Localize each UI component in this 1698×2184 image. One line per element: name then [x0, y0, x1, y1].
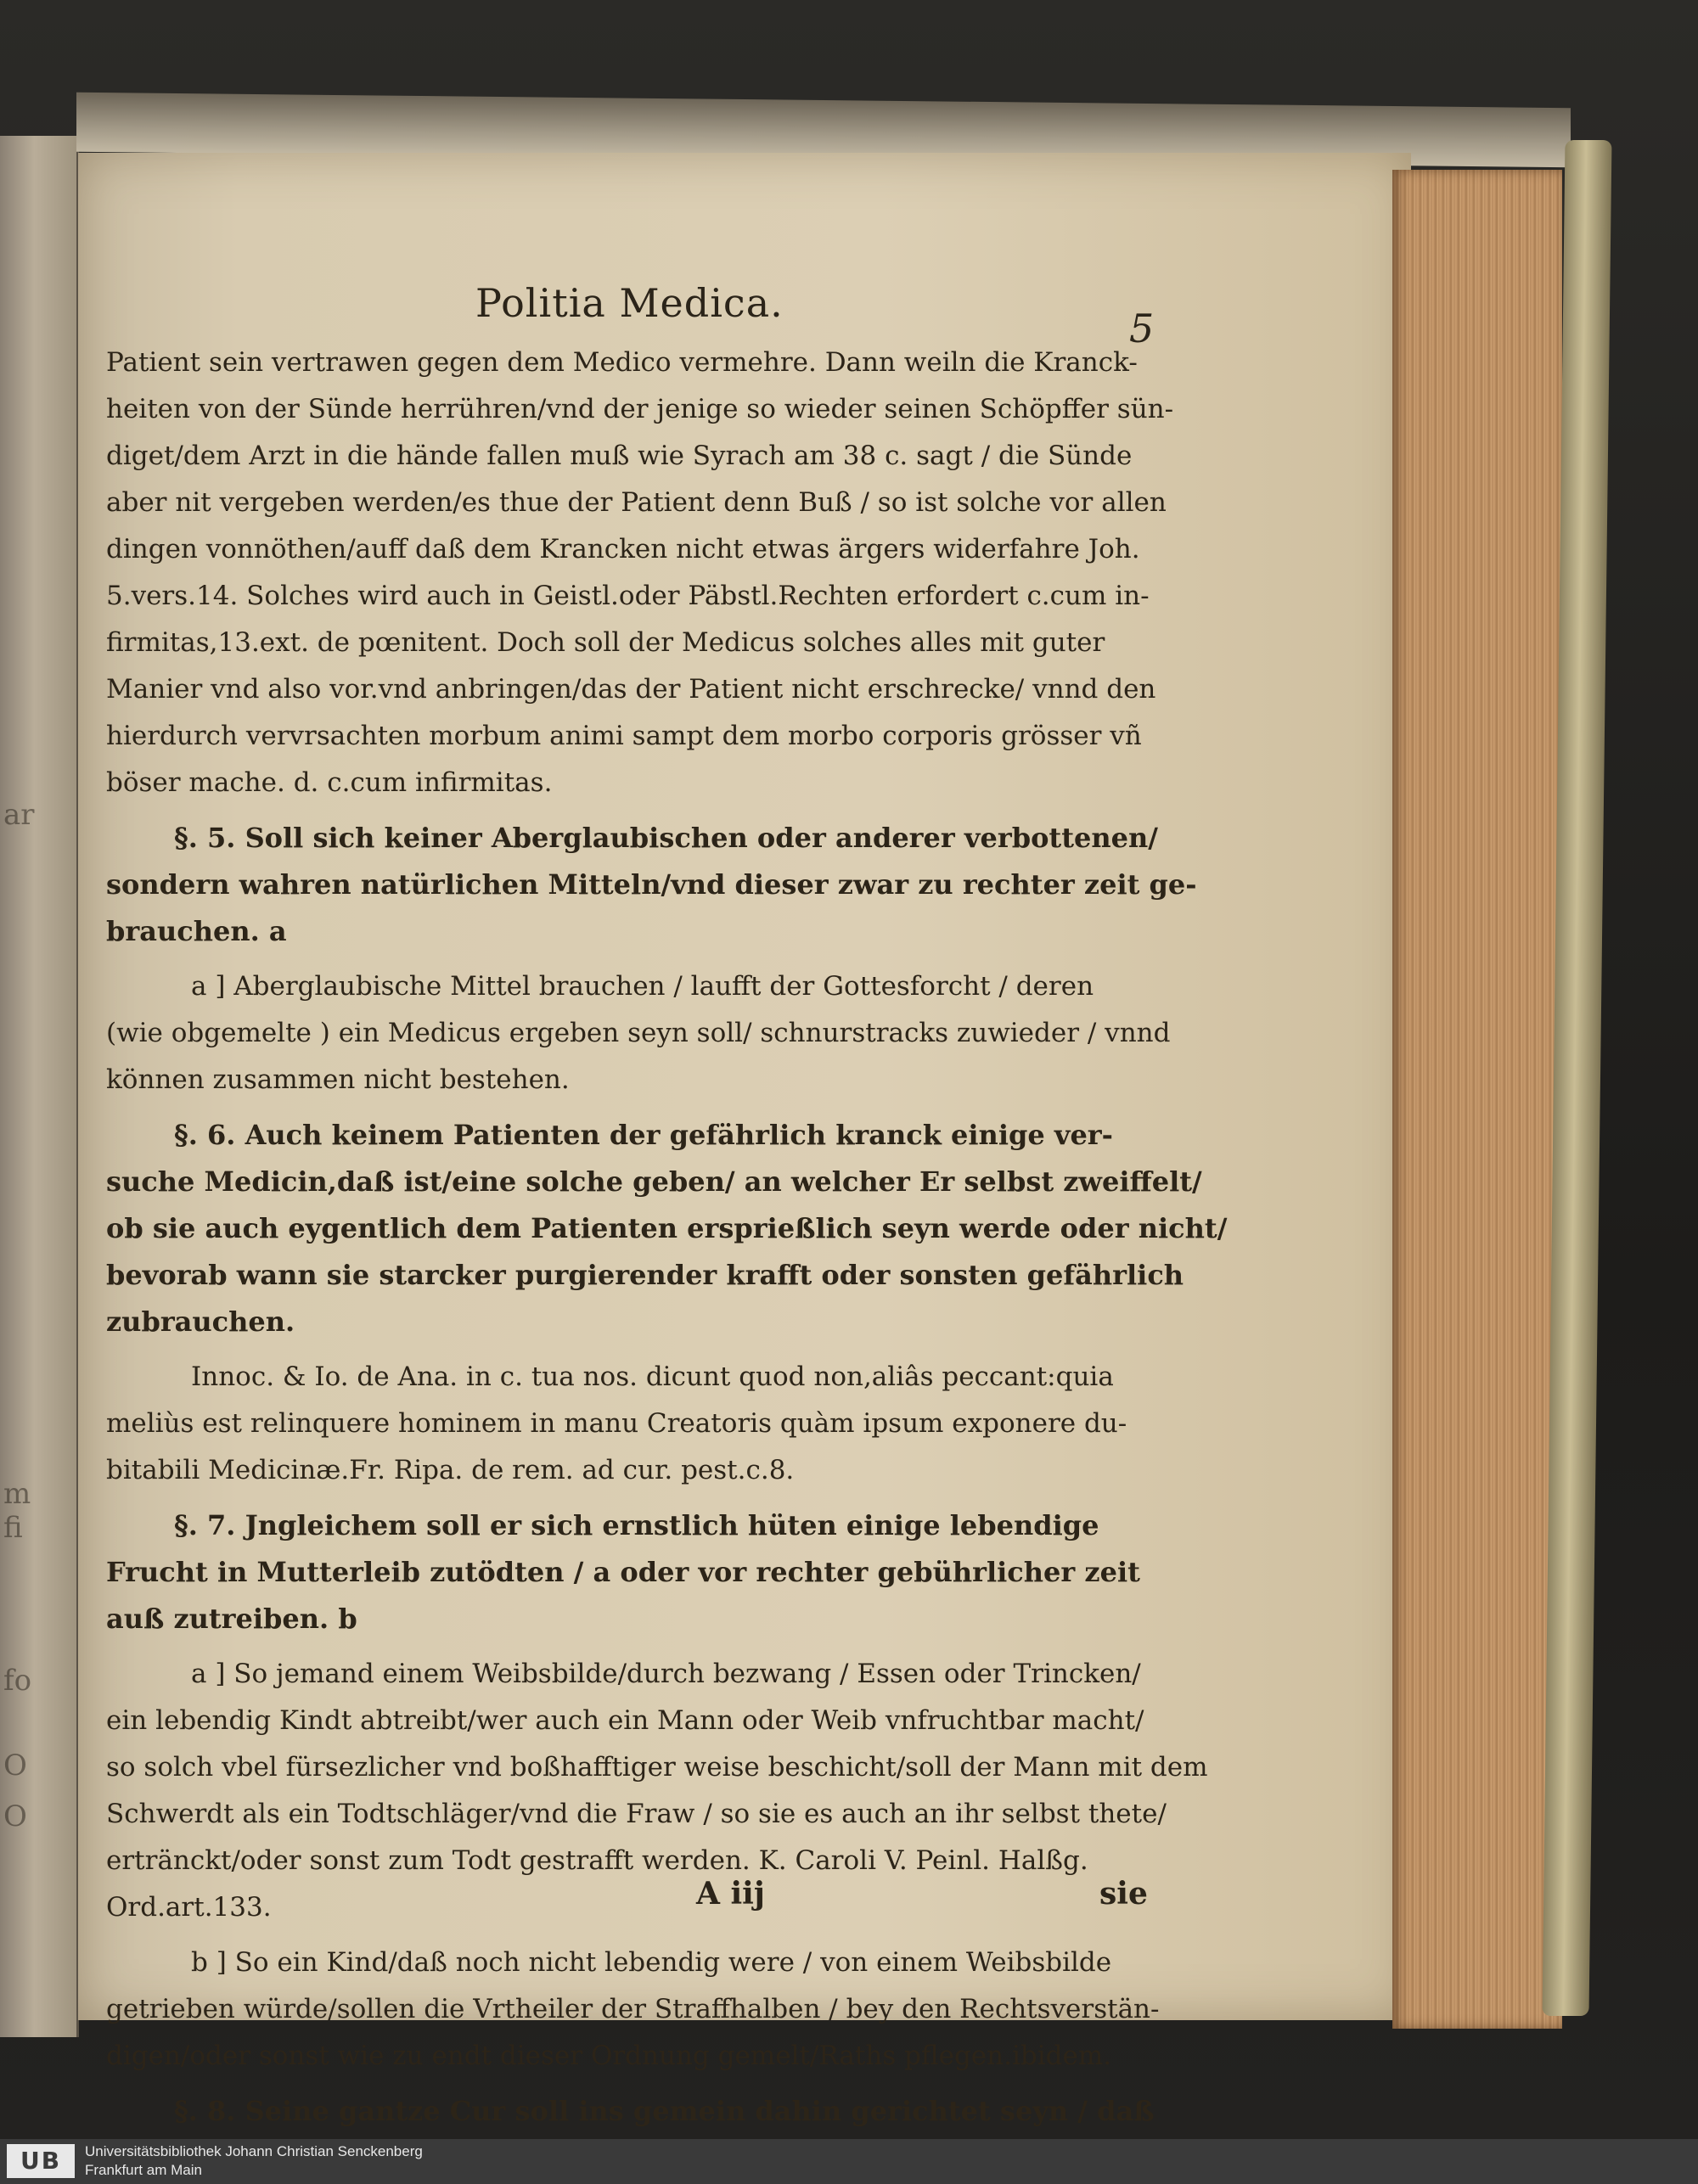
catchword: sie — [1099, 1876, 1148, 1912]
left-edge-fragment: fo — [3, 1664, 32, 1698]
text-line: §. 7. Jngleichem soll er sich ernstlich hüten einige lebendige — [174, 1509, 1099, 1541]
footer-library-name: Universitätsbibliothek Johann Christian Senckenberg — [85, 2143, 423, 2159]
left-edge-fragment: m — [3, 1477, 31, 1511]
library-logo: UB — [7, 2144, 75, 2178]
paragraph-p3 — [106, 963, 1171, 1103]
text-line: Frucht in Mutterleib zutödten / a oder vor rechter gebührlicher zeit — [106, 1556, 1140, 1588]
left-edge-fragment: O — [3, 1749, 27, 1783]
text-line: brauchen. a — [106, 915, 287, 947]
text-line: ertränckt/oder sonst zum Todt gestrafft werden. K. Caroli V. Peinl. Halßg. — [106, 1845, 1088, 1876]
text-line: a ] Aberglaubische Mittel brauchen / laufft der Gottesforcht / deren — [191, 971, 1094, 1002]
paragraph-p6 — [106, 1502, 1155, 1642]
text-line: Innoc. & Io. de Ana. in c. tua nos. dicunt quod non,aliâs peccant:quia — [191, 1361, 1114, 1392]
text-line: Patient sein vertrawen gegen dem Medico vermehre. Dann weiln die Kranck- — [106, 347, 1138, 378]
text-line: §. 8. Seine gantze Cur soll ins gemein dahin gerichtet seyn / daß — [174, 2095, 1155, 2127]
page-text — [106, 340, 1228, 2143]
paragraph-p5 — [106, 1354, 1155, 1494]
text-line: dingen vonnöthen/auff daß dem Krancken nicht etwas ärgers widerfahre Joh. — [106, 534, 1140, 564]
paragraph-p8 — [106, 1940, 1160, 2080]
text-line: b ] So ein Kind/daß noch nicht lebendig were / von einem Weibsbilde — [191, 1947, 1112, 1978]
text-line: böser mache. d. c.cum infirmitas. — [106, 767, 553, 798]
signature-mark: A iij — [696, 1876, 765, 1912]
text-line: §. 5. Soll sich keiner Aberglaubischen oder anderer verbottenen/ — [174, 822, 1158, 854]
footer-text — [85, 2142, 423, 2180]
text-line: bitabili Medicinæ.Fr. Ripa. de rem. ad cur. pest.c.8. — [106, 1455, 795, 1485]
paragraph-p1 — [106, 340, 1174, 806]
text-line: Manier vnd also vor.vnd anbringen/das der Patient nicht erschrecke/ vnnd den — [106, 674, 1156, 705]
text-line: zubrauchen. — [106, 1305, 295, 1338]
paragraph-p7 — [106, 1651, 1208, 1931]
text-line: heiten von der Sünde herrühren/vnd der jenige so wieder seinen Schöpffer sün- — [106, 394, 1174, 424]
text-line: können zusammen nicht bestehen. — [106, 1064, 570, 1095]
paragraph-p2 — [106, 815, 1197, 955]
text-line: firmitas,13.ext. de pœnitent. Doch soll der Medicus solches alles mit guter — [106, 627, 1105, 658]
book-fore-edge — [1392, 170, 1562, 2029]
text-line: sondern wahren natürlichen Mitteln/vnd dieser zwar zu rechter zeit ge- — [106, 868, 1197, 901]
text-line: hierdurch vervrsachten morbum animi sampt dem morbo corporis grösser vñ — [106, 721, 1142, 751]
text-line: Schwerdt als ein Todtschläger/vnd die Fraw / so sie es auch an ihr selbst thete/ — [106, 1799, 1167, 1829]
paragraph-container — [106, 340, 1228, 2135]
text-line: 5.vers.14. Solches wird auch in Geistl.oder Päbstl.Rechten erfordert c.cum in- — [106, 581, 1150, 611]
text-line: suche Medicin,daß ist/eine solche geben/ an welcher Er selbst zweiffelt/ — [106, 1165, 1202, 1198]
text-line: so solch vbel fürsezlicher vnd boßhafftiger weise beschicht/soll der Mann mit dem — [106, 1752, 1208, 1783]
text-line: aber nit vergeben werden/es thue der Patient denn Buß / so ist solche vor allen — [106, 487, 1167, 518]
text-line: diget/dem Arzt in die hände fallen muß wie Syrach am 38 c. sagt / die Sünde — [106, 441, 1133, 471]
text-line: Ord.art.133. — [106, 1892, 272, 1923]
text-line: ein lebendig Kindt abtreibt/wer auch ein Mann oder Weib vnfruchtbar macht/ — [106, 1705, 1144, 1736]
text-line: ob sie auch eygentlich dem Patienten ersprießlich seyn werde oder nicht/ — [106, 1212, 1228, 1244]
page-number: 5 — [1129, 306, 1155, 351]
text-line: auß zutreiben. b — [106, 1603, 357, 1635]
text-line: digen/oder sonst wie zu endt dieser Ordnung gemelt/Raths pflegen.ibidem. — [106, 2041, 1112, 2071]
text-line: (wie obgemelte ) ein Medicus ergeben seyn soll/ schnurstracks zuwieder / vnnd — [106, 1018, 1171, 1048]
text-line: meliùs est relinquere hominem in manu Creatoris quàm ipsum exponere du- — [106, 1408, 1127, 1439]
footer-city: Frankfurt am Main — [85, 2162, 202, 2178]
running-header: Politia Medica. — [475, 280, 784, 326]
footer-bar — [0, 2139, 1698, 2184]
paragraph-p9 — [106, 2088, 1155, 2135]
text-line: bevorab wann sie starcker purgierender krafft oder sonsten gefährlich — [106, 1259, 1184, 1291]
text-line: getrieben würde/sollen die Vrtheiler der Straffhalben / bey den Rechtsverstän- — [106, 1994, 1160, 2024]
paragraph-p4 — [106, 1112, 1228, 1345]
left-edge-fragment: O — [3, 1799, 27, 1833]
left-edge-fragment: ar — [3, 798, 35, 832]
text-line: §. 6. Auch keinem Patienten der gefährlich kranck einige ver- — [174, 1119, 1113, 1151]
left-page-edge — [0, 136, 79, 2037]
left-edge-fragment: fi — [3, 1511, 23, 1545]
text-line: a ] So jemand einem Weibsbilde/durch bezwang / Essen oder Trincken/ — [191, 1659, 1141, 1689]
